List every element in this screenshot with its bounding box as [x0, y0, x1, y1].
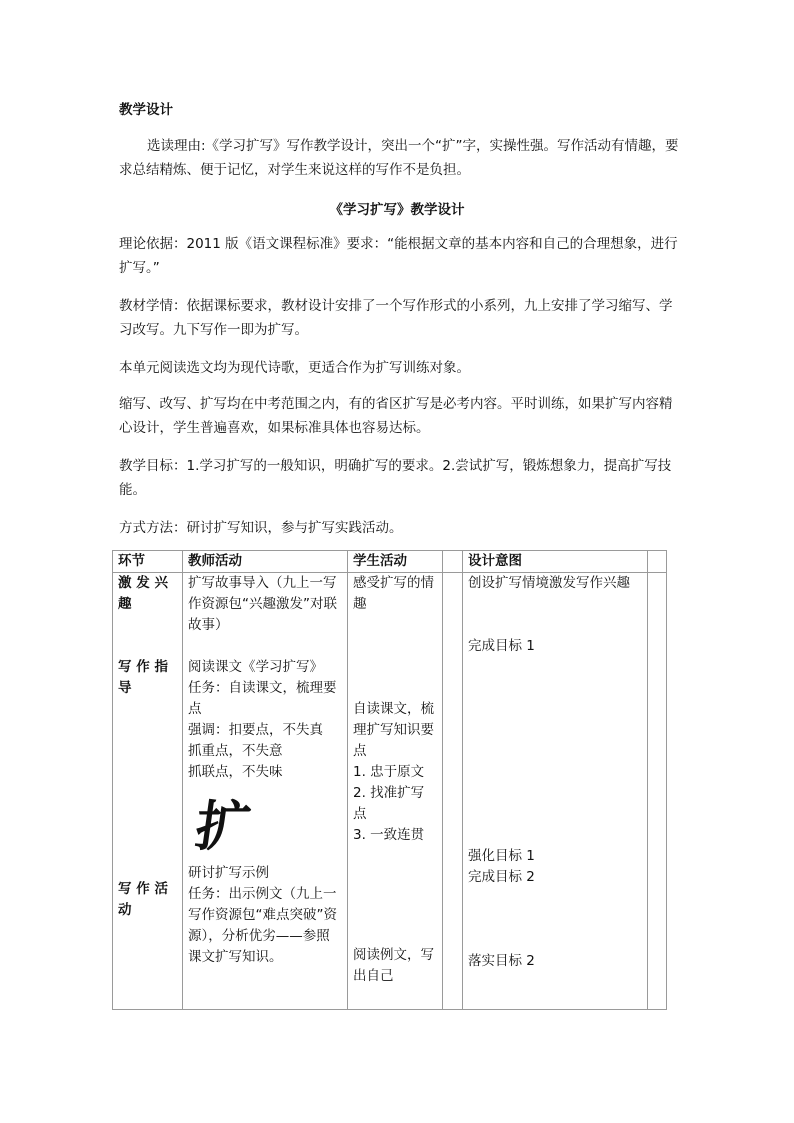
student-activity-2-line: 2. 找准扩写点: [353, 785, 425, 822]
header-empty-cell: [443, 551, 463, 573]
teacher-activity-2-line: 强调：扣要点，不失真: [188, 722, 323, 738]
stage-column: [113, 573, 183, 1010]
intent-column: [463, 573, 648, 1010]
empty-column: [648, 573, 667, 1010]
student-activity-2-line: 1. 忠于原文: [353, 764, 425, 780]
header-stage: 环节: [113, 551, 183, 573]
teacher-activity-2-line: 任务：自读课文，梳理要点: [188, 680, 337, 717]
teaching-goals: 教学目标：1.学习扩写的一般知识，明确扩写的要求。2.尝试扩写，锻炼想象力，提高扩写技能。: [119, 458, 672, 498]
stage-name-1: 激发兴趣: [118, 575, 168, 612]
teacher-activity-2-line: 阅读课文《学习扩写》: [188, 659, 323, 675]
student-activity-2-line: 3. 一致连贯: [353, 827, 425, 843]
unit-note: 本单元阅读选文均为现代诗歌，更适合作为扩写训练对象。: [119, 360, 470, 376]
stage-name-3: 写作活动: [118, 881, 168, 918]
student-column: [348, 573, 443, 1010]
teacher-activity-3-line: 任务：出示例文（九上一写作资源包“难点突破”资源），分析优劣——参照课文扩写知识。: [188, 886, 337, 965]
document-title: 《学习扩写》教学设计: [329, 202, 465, 218]
intent-2a: 强化目标 1: [468, 848, 535, 864]
student-activity-1: 感受扩写的情趣: [353, 575, 434, 612]
intent-2b: 完成目标 2: [468, 869, 535, 885]
header-empty-cell: [648, 551, 667, 573]
stage-name-2: 写作指导: [118, 659, 168, 696]
empty-column: [443, 573, 463, 1010]
textbook-analysis: 教材学情：依据课标要求，教材设计安排了一个写作形式的小系列，九上安排了学习缩写、学习改写。九下写作一即为扩写。: [119, 298, 673, 338]
theory-basis: 理论依据：2011 版《语文课程标准》要求：“能根据文章的基本内容和自己的合理想象，进行扩写。”: [119, 236, 678, 276]
teacher-activity-1: 扩写故事导入（九上一写作资源包“兴趣激发”对联故事）: [188, 575, 337, 633]
student-activity-2-line: 自读课文，梳理扩写知识要点: [353, 701, 434, 759]
header-student: 学生活动: [348, 551, 443, 573]
teacher-activity-2-line: 抓联点，不失味: [188, 764, 283, 780]
selection-reason: 选读理由:《学习扩写》写作教学设计，突出一个“扩”字，实操性强。写作活动有情趣，要求总结精炼、便于记忆，对学生来说这样的写作不是负担。: [119, 138, 679, 178]
teacher-column: [183, 573, 348, 1010]
teacher-activity-3-line: 研讨扩写示例: [188, 865, 269, 881]
header-intent: 设计意图: [463, 551, 648, 573]
header-teacher: 教师活动: [183, 551, 348, 573]
intent-1b: 完成目标 1: [468, 638, 535, 654]
calligraphy-kuo-character: 扩: [191, 794, 255, 858]
teaching-method: 方式方法：研讨扩写知识，参与扩写实践活动。: [119, 520, 403, 536]
lesson-plan-table: [112, 550, 667, 1010]
intent-1a: 创设扩写情境激发写作兴趣: [468, 575, 630, 591]
section-heading: 教学设计: [119, 102, 173, 118]
student-activity-3: 阅读例文，写出自己: [353, 947, 434, 984]
exam-note: 缩写、改写、扩写均在中考范围之内，有的省区扩写是必考内容。平时训练，如果扩写内容精心设计，学生普遍喜欢，如果标准具体也容易达标。: [119, 396, 673, 436]
teacher-activity-2-line: 抓重点，不失意: [188, 743, 283, 759]
table-row: [113, 573, 667, 1010]
table-header-row: [113, 551, 667, 573]
intent-3: 落实目标 2: [468, 953, 535, 969]
